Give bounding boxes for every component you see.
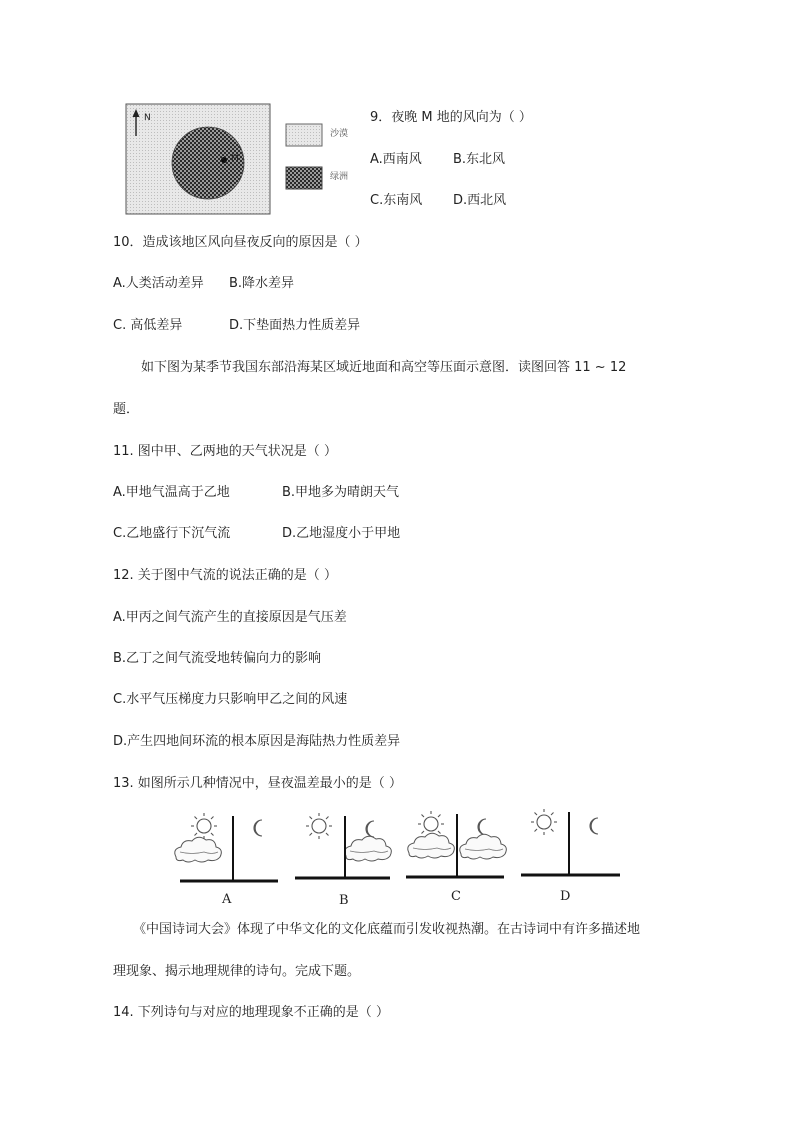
panel-label-b: B (339, 893, 349, 908)
q11-option-b: B.甲地多为晴朗天气 (282, 485, 400, 500)
north-label: N (144, 113, 151, 123)
cloud-icon (175, 837, 222, 862)
q11-stem: 11. 图中甲、乙两地的天气状况是（ ） (113, 444, 337, 459)
q11-option-a: A.甲地气温高于乙地 (113, 485, 230, 500)
q12-option-d: D.产生四地间环流的根本原因是海陆热力性质差异 (113, 734, 401, 749)
q12-option-a: A.甲丙之间气流产生的直接原因是气压差 (113, 610, 347, 625)
sun-icon (306, 813, 332, 839)
panel-a (175, 813, 278, 907)
q9-option-c: C.东南风 (370, 193, 423, 208)
panel-c (406, 811, 506, 904)
q12-option-b: B.乙丁之间气流受地转偏向力的影响 (113, 651, 322, 666)
panel-label-c: C (451, 889, 461, 904)
q13-stem: 13. 如图所示几种情况中，昼夜温差最小的是（ ） (113, 776, 402, 791)
q10-option-c: C. 高低差异 (113, 318, 183, 333)
q9-stem: 9．夜晚 M 地的风向为（ ） (370, 110, 532, 125)
q9-option-b: B.东北风 (453, 152, 506, 167)
intro-14-line1: 《中国诗词大会》体现了中华文化的文化底蕴而引发收视热潮。在古诗词中有许多描述地 (133, 922, 641, 937)
point-m-marker (221, 157, 227, 163)
q14-stem: 14. 下列诗句与对应的地理现象不正确的是（ ） (113, 1005, 389, 1020)
panel-label-a: A (222, 892, 232, 907)
panel-label-d: D (560, 889, 571, 904)
intro-11-12-line1: 如下图为某季节我国东部沿海某区域近地面和高空等压面示意图．读图回答 11 ~ 12 (141, 360, 627, 375)
q11-option-c: C.乙地盛行下沉气流 (113, 526, 231, 541)
q11-option-d: D.乙地湿度小于甲地 (282, 526, 401, 541)
q10-stem: 10．造成该地区风向昼夜反向的原因是（ ） (113, 235, 368, 250)
cloud-icon (460, 834, 507, 859)
q12-option-c: C.水平气压梯度力只影响甲乙之间的风速 (113, 692, 348, 707)
moon-icon (478, 819, 486, 835)
q12-stem: 12. 关于图中气流的说法正确的是（ ） (113, 568, 337, 583)
legend-swatch-oasis (286, 167, 322, 189)
q10-option-a: A.人类活动差异 (113, 276, 204, 291)
panel-d (521, 809, 620, 904)
q10-option-b: B.降水差异 (229, 276, 295, 291)
cloud-icon (345, 836, 392, 861)
moon-icon (366, 821, 374, 837)
legend-swatch-desert (286, 124, 322, 146)
q13-figure (168, 808, 628, 908)
legend-label-desert: 沙漠 (330, 129, 349, 139)
q9-option-d: D.西北风 (453, 193, 507, 208)
sun-icon (531, 809, 557, 835)
moon-icon (590, 818, 598, 834)
panel-b (295, 813, 391, 908)
cloud-icon (408, 833, 455, 858)
point-m-label: M (231, 154, 239, 164)
legend-label-oasis: 绿洲 (330, 172, 349, 182)
sun-icon (191, 813, 217, 839)
q10-option-d: D.下垫面热力性质差异 (229, 318, 361, 333)
intro-11-12-line2: 题． (113, 402, 140, 417)
map-figure (120, 98, 360, 220)
q9-option-a: A.西南风 (370, 152, 422, 167)
intro-14-line2: 理现象、揭示地理规律的诗句。完成下题。 (113, 964, 361, 979)
moon-icon (254, 820, 262, 836)
